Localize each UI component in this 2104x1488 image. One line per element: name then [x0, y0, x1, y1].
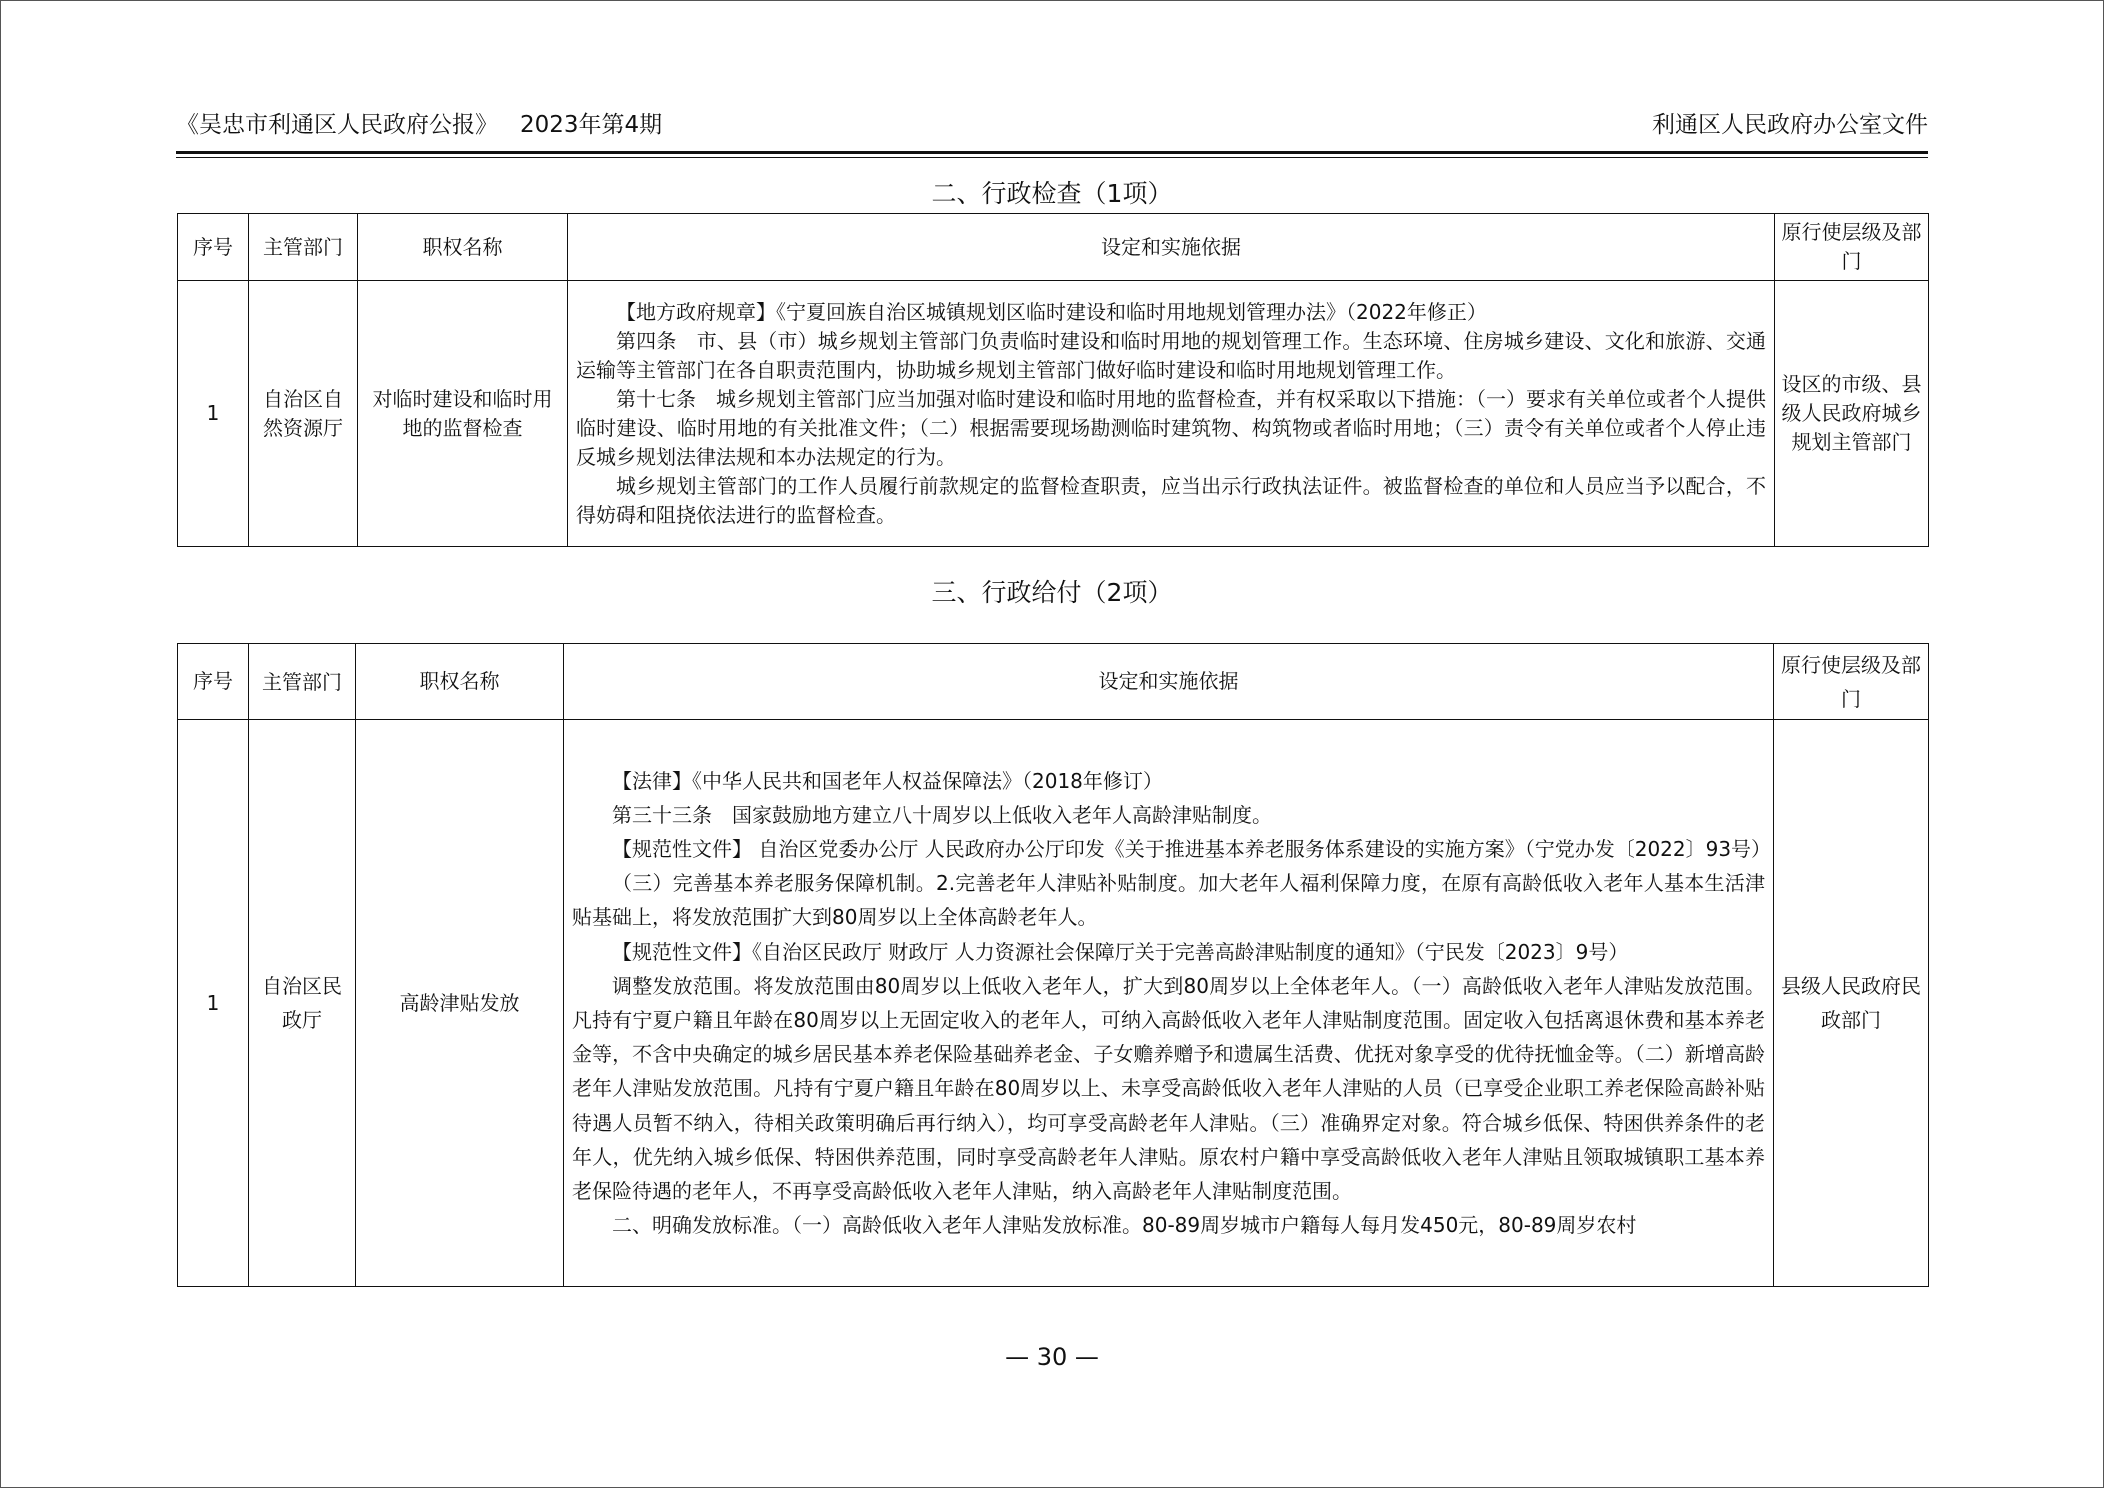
basis-paragraph: 城乡规划主管部门的工作人员履行前款规定的监督检查职责，应当出示行政执法证件。被监督检查的单位和人员应当予以配合，不得妨碍和阻挠依法进行的监督检查。 — [576, 473, 1766, 527]
payment-table — [177, 643, 1929, 1287]
row-index: 1 — [178, 281, 249, 547]
row-original-level: 县级人民政府民政部门 — [1774, 720, 1929, 1287]
table-row — [178, 281, 1929, 547]
basis-paragraph: 【地方政府规章】《宁夏回族自治区城镇规划区临时建设和临时用地规划管理办法》（2022年修正） — [616, 299, 1487, 324]
col-header-basis: 设定和实施依据 — [564, 644, 1774, 720]
row-authority: 高龄津贴发放 — [356, 720, 564, 1287]
table-header-row — [178, 644, 1929, 720]
row-index: 1 — [178, 720, 249, 1287]
table-header-row — [178, 214, 1929, 281]
running-header — [176, 108, 1928, 142]
basis-paragraph: 调整发放范围。将发放范围由80周岁以上低收入老年人，扩大到80周岁以上全体老年人。（一）高龄低收入老年人津贴发放范围。凡持有宁夏户籍且年龄在80周岁以上无固定收入的老年人，可纳入高龄低收入老年人津贴制度范围。固定收入包括离退休费和基本养老金等，不含中央确定的城乡居民基本养老保险基础养老金、子女赡养赠予和遗属生活费、优抚对象享受的优待抚恤金等。（二）新增高龄老年人津贴发放范围。凡持有宁夏户籍且年龄在80周岁以上、未享受高龄低收入老年人津贴的人员（已享受企业职工养老保险高龄补贴待遇人员暂不纳入，待相关政策明确后再行纳入），均可享受高龄老年人津贴。（三）准确界定对象。符合城乡低保、特困供养条件的老年人，优先纳入城乡低保、特困供养范围，同时享受高龄老年人津贴。原农村户籍中享受高龄低收入老年人津贴且领取城镇职工基本养老保险待遇的老年人，不再享受高龄低收入老年人津贴，纳入高龄老年人津贴制度范围。 — [572, 973, 1765, 1204]
col-header-authority: 职权名称 — [356, 644, 564, 720]
page-number: — 30 — — [1005, 1343, 1099, 1371]
row-basis — [568, 281, 1775, 547]
col-header-index: 序号 — [178, 214, 249, 281]
basis-paragraph: 第四条 市、县（市）城乡规划主管部门负责临时建设和临时用地的规划管理工作。生态环境、住房城乡建设、文化和旅游、交通运输等主管部门在各自职责范围内，协助城乡规划主管部门做好临时建设和临时用地规划管理工作。 — [576, 328, 1766, 382]
basis-paragraph: （三）完善基本养老服务保障机制。2.完善老年人津贴补贴制度。加大老年人福利保障力度，在原有高龄低收入老年人基本生活津贴基础上，将发放范围扩大到80周岁以上全体高龄老年人。 — [572, 871, 1765, 930]
row-department: 自治区民政厅 — [249, 720, 356, 1287]
basis-paragraph: 第十七条 城乡规划主管部门应当加强对临时建设和临时用地的监督检查，并有权采取以下措施：（一）要求有关单位或者个人提供临时建设、临时用地的有关批准文件；（二）根据需要现场勘测临时建筑物、构筑物或者临时用地；（三）责令有关单位或者个人停止违反城乡规划法律法规和本办法规定的行为。 — [576, 386, 1766, 469]
col-header-department: 主管部门 — [249, 644, 356, 720]
header-right: 利通区人民政府办公室文件 — [1652, 112, 1928, 138]
section-title-inspection: 二、行政检查（1项） — [931, 179, 1173, 208]
row-basis — [564, 720, 1774, 1287]
section-title-payment: 三、行政给付（2项） — [931, 578, 1173, 607]
inspection-table — [177, 213, 1929, 547]
header-rule-thin — [176, 157, 1928, 158]
row-department: 自治区自然资源厅 — [249, 281, 358, 547]
publication-name: 《吴忠市利通区人民政府公报》 — [176, 112, 498, 138]
issue-number: 2023年第4期 — [520, 112, 663, 138]
col-header-authority: 职权名称 — [358, 214, 568, 281]
basis-paragraph: 【规范性文件】 自治区党委办公厅 人民政府办公厅印发《关于推进基本养老服务体系建设的实施方案》（宁党办发〔2022〕93号） — [612, 836, 1772, 861]
col-header-original-level: 原行使层级及部门 — [1774, 644, 1929, 720]
header-left — [176, 108, 662, 142]
header-rule-thick — [176, 151, 1928, 154]
col-header-basis: 设定和实施依据 — [568, 214, 1775, 281]
table-row — [178, 720, 1929, 1287]
basis-paragraph: 【法律】《中华人民共和国老年人权益保障法》（2018年修订） — [612, 768, 1163, 793]
row-authority: 对临时建设和临时用地的监督检查 — [358, 281, 568, 547]
basis-paragraph: 第三十三条 国家鼓励地方建立八十周岁以上低收入老年人高龄津贴制度。 — [612, 802, 1272, 827]
row-original-level: 设区的市级、县级人民政府城乡规划主管部门 — [1775, 281, 1929, 547]
col-header-department: 主管部门 — [249, 214, 358, 281]
basis-paragraph: 二、明确发放标准。（一）高龄低收入老年人津贴发放标准。80-89周岁城市户籍每人每月发450元，80-89周岁农村 — [612, 1213, 1637, 1238]
basis-paragraph: 【规范性文件】《自治区民政厅 财政厅 人力资源社会保障厅关于完善高龄津贴制度的通知》（宁民发〔2023〕9号） — [612, 939, 1629, 964]
col-header-original-level: 原行使层级及部门 — [1775, 214, 1929, 281]
col-header-index: 序号 — [178, 644, 249, 720]
